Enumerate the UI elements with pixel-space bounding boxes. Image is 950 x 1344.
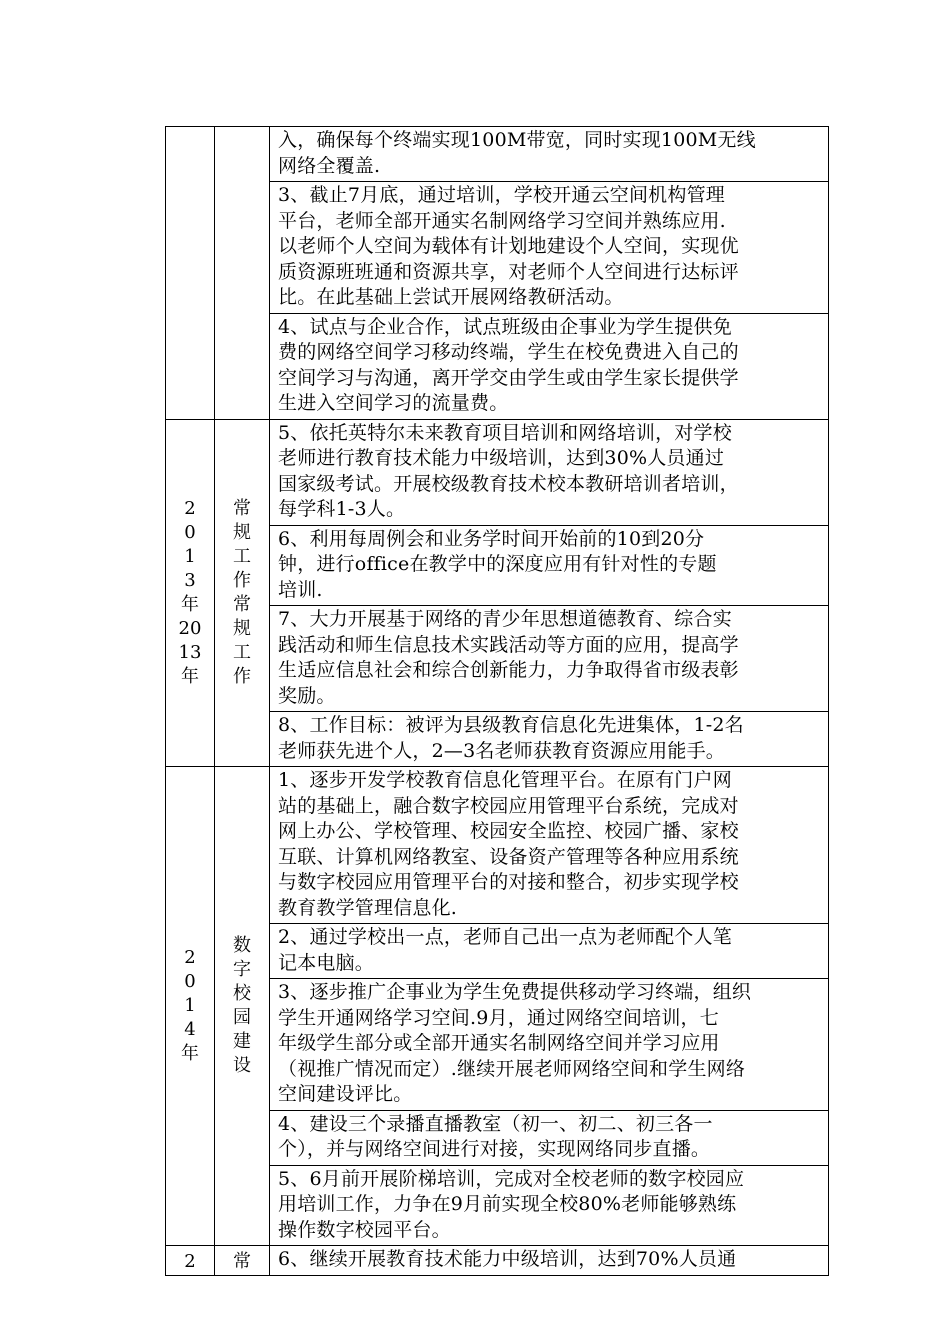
year-char: 13 — [178, 641, 202, 663]
item-cell — [270, 1165, 829, 1246]
plan-table-body — [166, 127, 829, 1276]
category-char: 规 — [233, 521, 251, 543]
category-char: 作 — [233, 569, 251, 591]
item-text: 4、建设三个录播直播教室（初一、初二、初三各一 个），并与网络空间进行对接，实现网络同步直播。 — [278, 1112, 713, 1160]
item-text: 3、逐步推广企事业为学生免费提供移动学习终端，组织 学生开通网络学习空间.9月，通过网络空间培训，七 年级学生部分或全部开通实名制网络空间并学习应用 （视推广情况而定）.继续开展老师网络空间和学生网络 空间建设评比。 — [278, 981, 752, 1105]
category-char: 常 — [233, 497, 251, 519]
item-text: 7、大力开展基于网络的青少年思想道德教育、综合实 践活动和师生信息技术实践活动等方面的应用，提高学 生适应信息社会和综合创新能力，力争取得省市级表彰 奖励。 — [278, 608, 739, 707]
item-text: 5、6月前开展阶梯培训，完成对全校老师的数字校园应 用培训工作，力争在9月前实现全校80%老师能够熟练 操作数字校园平台。 — [278, 1167, 745, 1241]
item-text: 2、通过学校出一点，老师自己出一点为老师配个人笔 记本电脑。 — [278, 926, 732, 974]
year-char: 20 — [178, 617, 202, 639]
category-char: 作 — [233, 665, 251, 687]
plan-row — [166, 419, 829, 525]
item-text: 3、截止7月底，通过培训，学校开通云空间机构管理 平台，老师全部开通实名制网络学习空间并熟练应用. 以老师个人空间为载体有计划地建设个人空间，实现优 质资源班班通和资源共享，对老师个人空间进行达标评 比。在此基础上尝试开展网络教研活动。 — [278, 184, 739, 308]
item-cell — [270, 313, 829, 419]
year-cell — [166, 767, 215, 1246]
category-char: 规 — [233, 617, 251, 639]
item-text: 8、工作目标：被评为县级教育信息化先进集体，1-2名 老师获先进个人，2—3名老师获教育资源应用能手。 — [278, 714, 744, 762]
plan-row — [166, 127, 829, 182]
year-label — [166, 497, 214, 689]
category-char: 数 — [233, 935, 251, 956]
plan-row — [166, 767, 829, 924]
category-label — [215, 934, 269, 1078]
item-cell — [270, 1110, 829, 1165]
item-cell — [270, 419, 829, 525]
year-cell — [166, 419, 215, 767]
year-char: 2 — [184, 947, 196, 968]
item-cell — [270, 182, 829, 314]
category-char: 工 — [233, 641, 251, 663]
item-text: 6、继续开展教育技术能力中级培训，达到70%人员通 — [278, 1248, 737, 1270]
category-char: 园 — [233, 1007, 251, 1028]
category-label — [215, 1247, 269, 1274]
category-cell — [215, 127, 270, 420]
year-cell — [166, 127, 215, 420]
year-char: 0 — [184, 521, 196, 543]
item-text: 5、依托英特尔未来教育项目培训和网络培训，对学校 老师进行教育技术能力中级培训，达到30%人员通过 国家级考试。开展校级教育技术校本教研培训者培训， 每学科1-3人。 — [278, 421, 739, 520]
year-label — [166, 1247, 214, 1274]
item-cell — [270, 127, 829, 182]
year-char: 1 — [184, 545, 196, 567]
item-cell — [270, 606, 829, 712]
item-text: 4、试点与企业合作，试点班级由企事业为学生提供免 费的网络空间学习移动终端，学生在校免费进入自己的 空间学习与沟通，离开学交由学生或由学生家长提供学 生进入空间学习的流量费。 — [278, 315, 739, 414]
year-char: 年 — [181, 665, 199, 687]
plan-row — [166, 1246, 829, 1276]
item-text: 入，确保每个终端实现100M带宽，同时实现100M无线 网络全覆盖. — [278, 129, 756, 177]
item-cell — [270, 924, 829, 979]
item-text: 6、利用每周例会和业务学时间开始前的10到20分 钟，进行office在教学中的深度应用有针对性的专题 培训. — [278, 527, 717, 601]
item-cell — [270, 767, 829, 924]
item-cell — [270, 712, 829, 767]
year-char: 0 — [184, 971, 196, 992]
year-char: 4 — [184, 1019, 196, 1040]
year-char: 2 — [184, 497, 196, 519]
category-label — [215, 497, 269, 689]
year-cell — [166, 1246, 215, 1276]
year-char: 年 — [181, 593, 199, 615]
year-char: 3 — [184, 569, 196, 591]
category-char: 常 — [233, 593, 251, 615]
category-cell — [215, 419, 270, 767]
year-char: 2 — [184, 1250, 196, 1272]
item-text: 1、逐步开发学校教育信息化管理平台。在原有门户网 站的基础上，融合数字校园应用管理平台系统，完成对 网上办公、学校管理、校园安全监控、校园广播、家校 互联、计算机网络教室、设备资产管理等各种应用系统 与数字校园应用管理平台的对接和整合，初步实现学校 教育教学管理信息化. — [278, 769, 739, 919]
category-char: 字 — [233, 959, 251, 980]
item-cell — [270, 1246, 829, 1276]
category-char: 设 — [233, 1055, 251, 1076]
category-char: 校 — [233, 983, 251, 1004]
plan-table — [165, 126, 829, 1276]
item-cell — [270, 525, 829, 606]
category-char: 建 — [233, 1031, 251, 1052]
year-char: 年 — [181, 1043, 199, 1064]
item-cell — [270, 979, 829, 1111]
category-cell — [215, 767, 270, 1246]
category-cell — [215, 1246, 270, 1276]
year-label — [166, 946, 214, 1066]
category-char: 常 — [233, 1250, 251, 1272]
year-char: 1 — [184, 995, 196, 1016]
category-char: 工 — [233, 545, 251, 567]
